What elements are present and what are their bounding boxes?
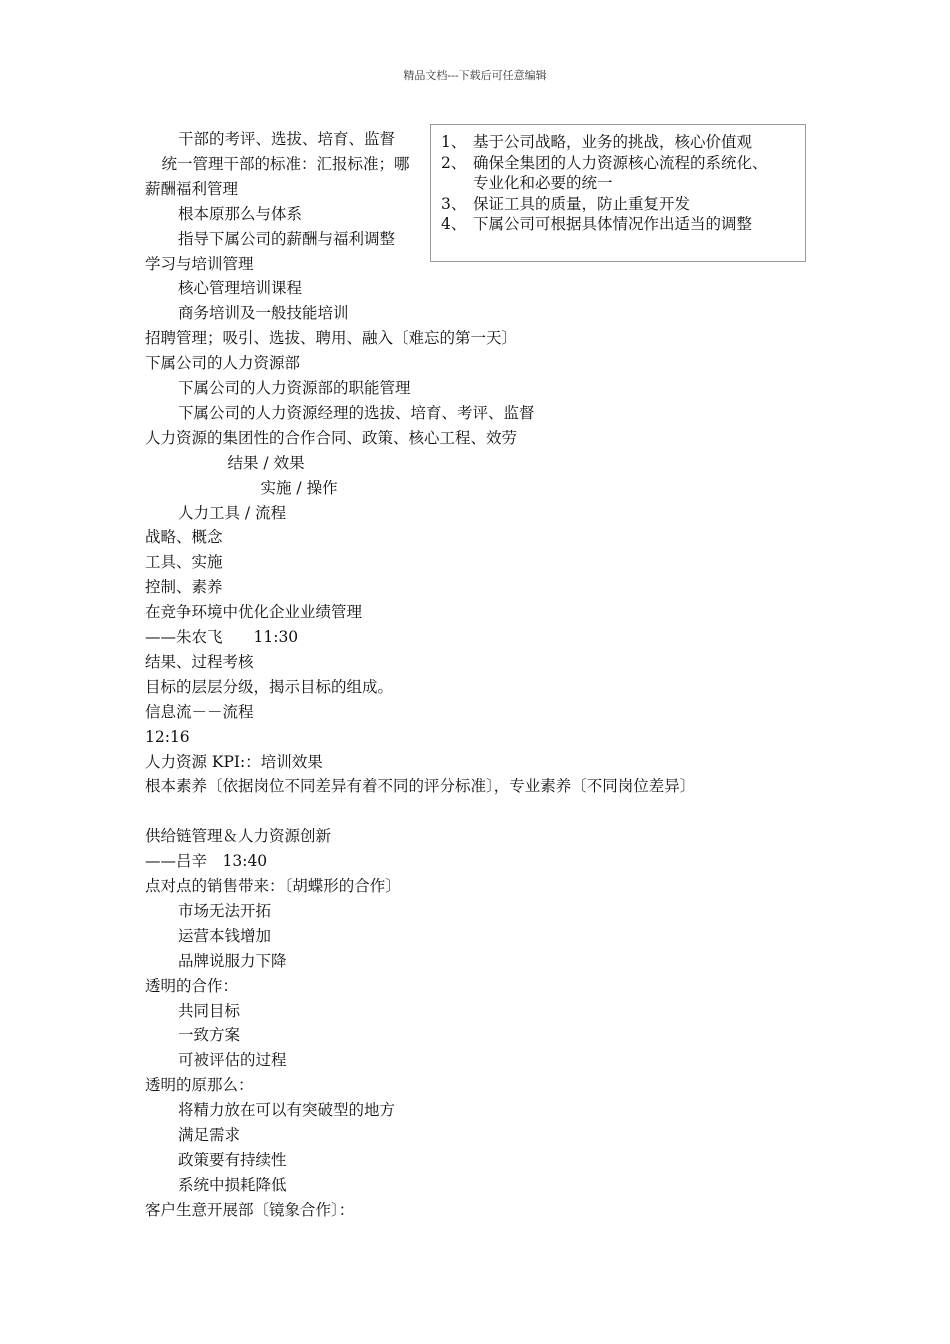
- text-line: 满足需求: [178, 1126, 241, 1144]
- goal-text: 保证工具的质量，防止重复开发: [473, 194, 691, 213]
- goal-list-item: [441, 153, 768, 173]
- goal-list-item: [441, 214, 752, 234]
- text-line: 12:16: [145, 727, 190, 746]
- goal-number: 2、: [441, 153, 467, 172]
- page-header: 精品文档---下载后可任意编辑: [403, 69, 547, 82]
- text-line: 共同目标: [178, 1001, 241, 1020]
- text-line: 结果 / 效果: [227, 453, 305, 472]
- text-line: ——朱农飞 11:30: [145, 628, 299, 646]
- goal-text: 确保全集团的人力资源核心流程的系统化、: [473, 153, 768, 172]
- goal-number: 1、: [441, 133, 467, 151]
- text-line: 客户生意开展部〔镜象合作〕：: [145, 1200, 355, 1219]
- text-line: 系统中损耗降低: [178, 1175, 287, 1194]
- text-line: 人力资源的集团性的合作合同、政策、核心工程、效劳: [145, 428, 518, 447]
- goal-number: 3、: [441, 194, 467, 213]
- text-line: 实施 / 操作: [260, 478, 338, 497]
- text-line: 信息流－－流程: [145, 702, 254, 721]
- text-line: 点对点的销售带来：〔胡蝶形的合作〕: [145, 877, 401, 895]
- goal-text: 专业化和必要的统一: [473, 174, 613, 192]
- text-line: 下属公司的人力资源部: [145, 354, 301, 373]
- text-line: 学习与培训管理: [145, 254, 254, 273]
- text-line: 核心管理培训课程: [178, 279, 303, 298]
- text-line: 指导下属公司的薪酬与福利调整: [178, 229, 396, 248]
- text-line: 薪酬福利管理: [145, 179, 239, 198]
- text-line: 目标的层层分级，揭示目标的组成。: [145, 677, 394, 696]
- goal-number: 4、: [441, 215, 467, 233]
- text-line: 工具、实施: [145, 553, 223, 572]
- text-line: 供给链管理＆人力资源创新: [145, 827, 332, 846]
- text-line: 一致方案: [178, 1026, 241, 1045]
- text-line: 商务培训及一般技能培训: [178, 304, 349, 323]
- goals-text-box: [430, 124, 806, 262]
- text-line: 结果、过程考核: [145, 652, 254, 671]
- text-line: 透明的原那么：: [145, 1076, 254, 1095]
- text-line: 市场无法开拓: [178, 901, 272, 920]
- text-line: 人力资源 KPI:：培训效果: [145, 752, 323, 771]
- text-line: 控制、素养: [145, 578, 223, 597]
- text-line: 运营本钱增加: [178, 926, 272, 945]
- text-line: 根本原那么与体系: [178, 204, 303, 223]
- goal-list-item: [441, 194, 690, 214]
- text-line: ——吕辛 13:40: [145, 852, 268, 871]
- text-line: 在竞争环境中优化企业业绩管理: [145, 603, 363, 622]
- text-line: 品牌说服力下降: [178, 951, 287, 970]
- text-line: 下属公司的人力资源经理的选拔、培育、考评、监督: [178, 403, 535, 422]
- text-line: 将精力放在可以有突破型的地方: [178, 1101, 396, 1120]
- goal-text: 基于公司战略，业务的挑战，核心价值观: [473, 133, 753, 151]
- text-line: 人力工具 / 流程: [178, 503, 287, 522]
- text-line: 招聘管理；吸引、选拔、聘用、融入〔难忘的第一天〕: [145, 329, 518, 348]
- goal-list-item: [473, 173, 613, 193]
- text-line: 干部的考评、选拔、培育、监督: [178, 130, 396, 148]
- text-line: 战略、概念: [145, 528, 223, 547]
- text-line: 根本素养〔依据岗位不同差异有着不同的评分标准〕，专业素养〔不同岗位差异〕: [145, 777, 696, 796]
- text-line: 统一管理干部的标准：汇报标准；哪: [161, 154, 410, 173]
- goal-list-item: [441, 132, 752, 152]
- text-line: 下属公司的人力资源部的职能管理: [178, 379, 411, 397]
- text-line: 透明的合作：: [145, 976, 239, 995]
- goal-text: 下属公司可根据具体情况作出适当的调整: [473, 215, 753, 233]
- text-line: 可被评估的过程: [178, 1051, 287, 1070]
- text-line: 政策要有持续性: [178, 1150, 287, 1169]
